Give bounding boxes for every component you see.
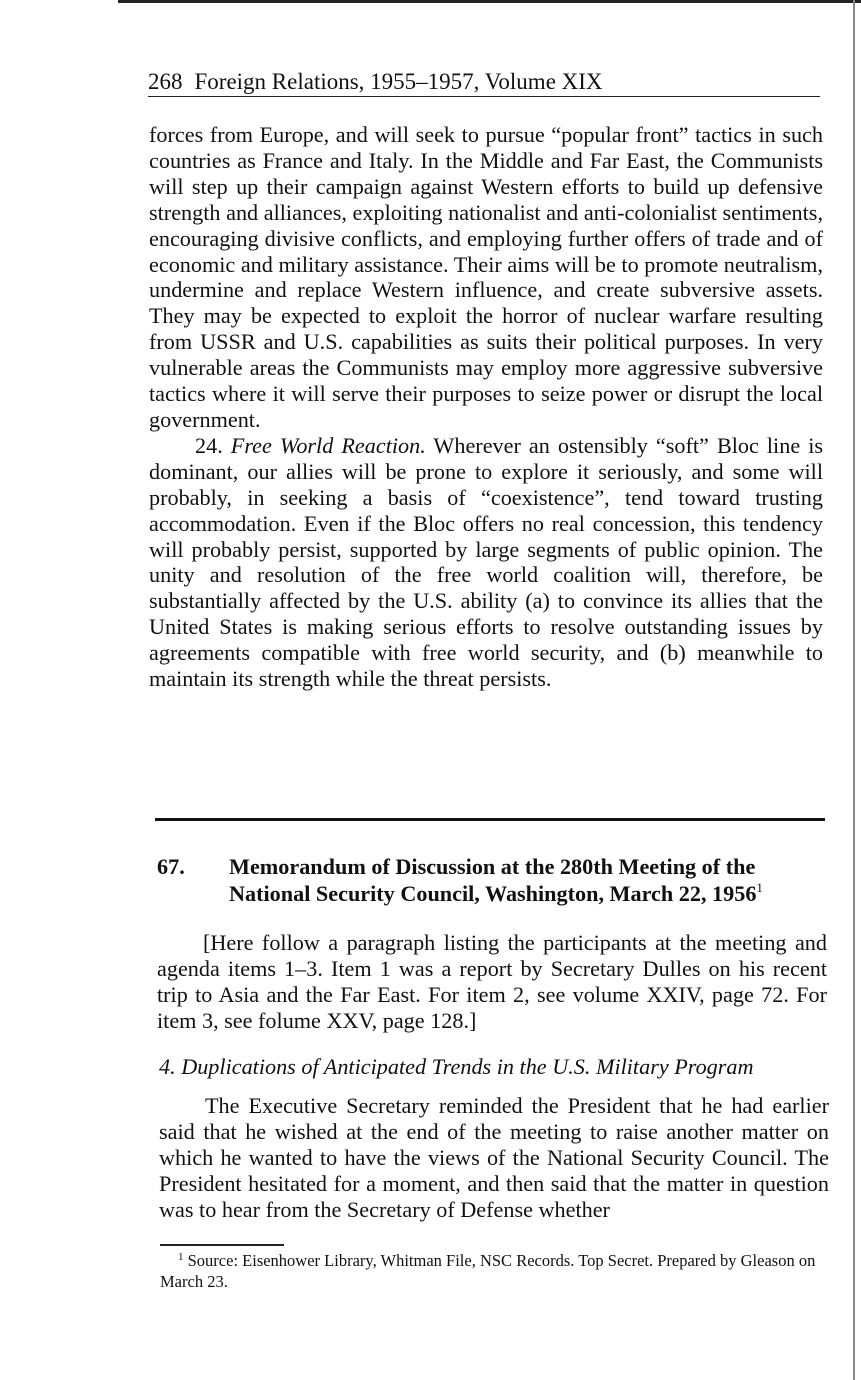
continuation-text	[149, 122, 823, 692]
document-title	[229, 853, 837, 907]
editorial-note-text: [Here follow a paragraph listing the participants at the meeting and agenda items 1–3. Item 1 was a report by Secretary Dulles on his recent trip to Asia and the Far East. For item 2, see volume XXIV, page 72. For item 3, see folume XXV, page 128.]	[157, 930, 827, 1033]
footnote-reference: 1	[756, 880, 763, 895]
section-divider	[155, 818, 825, 821]
continued-paragraph: forces from Europe, and will seek to pursue “popular front” tactics in such countries as France and Italy. In the Middle and Far East, the Communists will step up their campaign against Western efforts to build up defensive strength and alliances, exploiting nationalist and anti-colonialist sentiments, encouraging divisive conflicts, and employing further offers of trade and of economic and military assistance. Their aims will be to promote neutralism, undermine and replace Western influence, and create subversive assets. They may be expected to exploit the horror of nuclear warfare resulting from USSR and U.S. capabilities as suits their political purposes. In very vulnerable areas the Communists may employ more aggressive subversive tactics where it will serve their purposes to seize power or disrupt the local government.	[149, 122, 823, 432]
footnote-rule	[160, 1244, 284, 1246]
page-number: 268	[148, 69, 183, 94]
paragraph-24	[149, 433, 823, 692]
footnote-text: Source: Eisenhower Library, Whitman File, NSC Records. Top Secret. Prepared by Gleason on March 23.	[160, 1251, 816, 1291]
paragraph-body: Wherever an ostensibly “soft” Bloc line is dominant, our allies will be prone to explore it seriously, and some will probably, in seeking a basis of “coexistence”, tend toward trusting accommodation. Even if the Bloc offers no real concession, this tendency will probably persist, supported by large segments of public opinion. The unity and resolution of the free world coalition will, therefore, be substantially affected by the U.S. ability (a) to convince its allies that the United States is making serious efforts to resolve outstanding issues by agreements compatible with free world security, and (b) meanwhile to maintain its strength while the threat persists.	[149, 432, 824, 692]
footnote	[160, 1250, 830, 1292]
document-number: 67.	[157, 854, 185, 879]
top-edge-rule	[118, 0, 861, 3]
document-title-line-2: National Security Council, Washington, March 22, 1956	[229, 881, 757, 906]
editorial-note	[157, 930, 827, 1034]
running-head	[148, 68, 820, 97]
discussion-text	[159, 1093, 829, 1223]
document-heading	[157, 853, 837, 907]
page-edge-shadow	[853, 0, 855, 1380]
agenda-subheading: 4. Duplications of Anticipated Trends in the U.S. Military Program	[159, 1054, 754, 1079]
document-title-line-1: Memorandum of Discussion at the 280th Meeting of the	[229, 854, 756, 879]
discussion-paragraph: The Executive Secretary reminded the President that he had earlier said that he wished at the end of the meeting to raise another matter on which he wanted to have the views of the National Security Council. The President hesitated for a moment, and then said that the matter in question was to hear from the Secretary of Defense whether	[159, 1093, 829, 1222]
footnote-marker: 1	[178, 1251, 184, 1263]
paragraph-heading: Free World Reaction.	[230, 432, 426, 458]
volume-title: Foreign Relations, 1955–1957, Volume XIX	[194, 69, 603, 94]
paragraph-number: 24.	[195, 432, 223, 458]
